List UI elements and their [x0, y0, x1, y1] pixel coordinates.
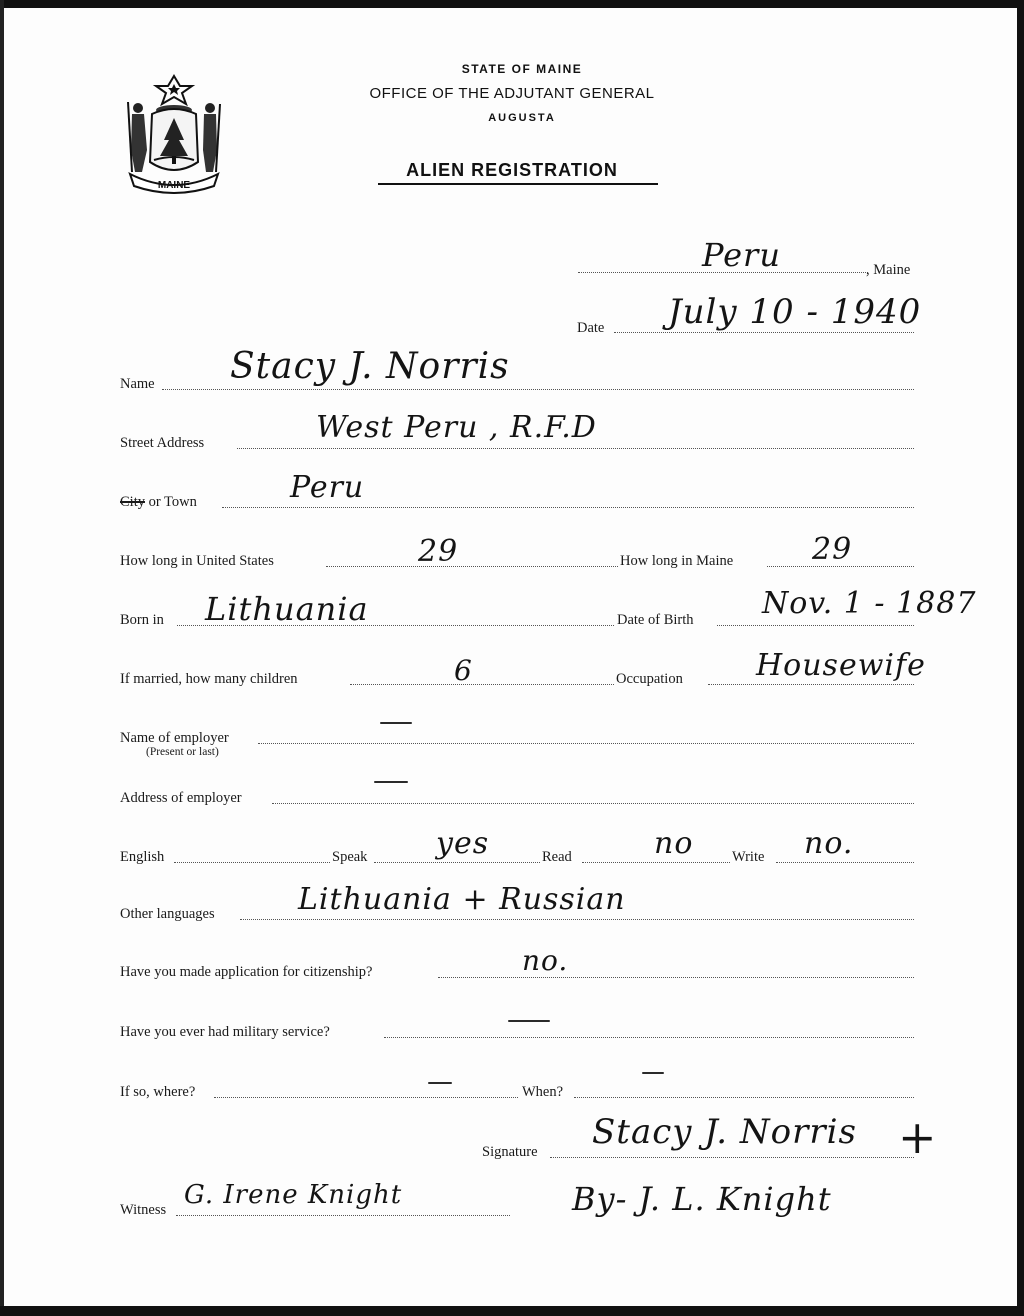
- employer-address-label: Address of employer: [120, 790, 242, 806]
- maine-suffix: , Maine: [866, 262, 911, 278]
- name-label: Name: [120, 376, 155, 392]
- speak-label: Speak: [332, 849, 368, 865]
- occupation-value: Housewife: [756, 648, 926, 683]
- children-label: If married, how many children: [120, 671, 298, 687]
- dob-line: [717, 625, 914, 626]
- employer-dash: [380, 722, 412, 724]
- employer-sublabel: (Present or last): [146, 746, 219, 758]
- occupation-label: Occupation: [616, 671, 683, 687]
- years-maine-value: 29: [812, 532, 853, 567]
- other-languages-line: [240, 919, 914, 920]
- where-line: [214, 1097, 518, 1098]
- witness-value: G. Irene Knight: [184, 1180, 403, 1210]
- speak-line: [374, 862, 540, 863]
- office-heading: OFFICE OF THE ADJUTANT GENERAL: [369, 85, 655, 102]
- years-us-line: [326, 566, 618, 567]
- name-line: [162, 389, 914, 390]
- signature-label: Signature: [482, 1144, 538, 1160]
- children-line: [350, 684, 614, 685]
- military-line: [384, 1037, 914, 1038]
- born-in-value: Lithuania: [205, 590, 369, 628]
- signature-value: Stacy J. Norris: [592, 1112, 857, 1152]
- english-line: [174, 862, 330, 863]
- street-address-label: Street Address: [120, 435, 205, 451]
- other-languages-label: Other languages: [120, 906, 215, 922]
- years-maine-label: How long in Maine: [620, 553, 734, 569]
- dob-label: Date of Birth: [617, 612, 694, 628]
- read-label: Read: [542, 849, 572, 865]
- read-line: [582, 862, 730, 863]
- when-line: [574, 1097, 914, 1098]
- name-value: Stacy J. Norris: [230, 346, 510, 387]
- military-dash: [508, 1020, 550, 1022]
- signature-mark: +: [898, 1110, 938, 1164]
- state-heading: STATE OF MAINE: [461, 62, 583, 76]
- form-title: ALIEN REGISTRATION: [406, 160, 618, 180]
- write-value: no.: [804, 826, 854, 861]
- date-label: Date: [577, 320, 605, 336]
- born-in-label: Born in: [120, 612, 164, 628]
- employer-line: [258, 743, 914, 744]
- when-dash: [642, 1072, 664, 1074]
- svg-text:MAINE: MAINE: [157, 180, 191, 191]
- write-line: [776, 862, 914, 863]
- street-address-line: [237, 448, 914, 449]
- other-languages-value: Lithuania + Russian: [298, 882, 626, 917]
- write-label: Write: [732, 849, 765, 865]
- where-label: If so, where?: [120, 1084, 196, 1100]
- city-town-line: [222, 507, 914, 508]
- signature-line: [550, 1157, 914, 1158]
- date-line: [614, 332, 914, 333]
- citizenship-line: [438, 977, 914, 978]
- scan-edge-right: [1017, 0, 1024, 1316]
- date-value: July 10 - 1940: [668, 292, 922, 332]
- signature-by: By- J. L. Knight: [572, 1180, 832, 1218]
- place-value: Peru: [702, 236, 781, 274]
- dob-value: Nov. 1 - 1887: [762, 586, 977, 621]
- employer-label: Name of employer: [120, 730, 229, 746]
- read-value: no: [654, 826, 694, 861]
- city-town-rest: or Town: [144, 494, 197, 510]
- years-us-value: 29: [418, 534, 459, 569]
- title-underline: [378, 183, 658, 185]
- witness-label: Witness: [120, 1202, 167, 1218]
- city-town-value: Peru: [290, 470, 365, 505]
- english-label: English: [120, 849, 165, 865]
- occupation-line: [708, 684, 914, 685]
- when-label: When?: [522, 1084, 564, 1100]
- speak-value: yes: [436, 826, 490, 861]
- scan-edge-left: [0, 0, 4, 1316]
- citizenship-value: no.: [522, 944, 569, 977]
- employer-address-line: [272, 803, 914, 804]
- children-value: 6: [454, 654, 473, 687]
- military-label: Have you ever had military service?: [120, 1024, 330, 1040]
- citizenship-label: Have you made application for citizenship?: [120, 964, 373, 980]
- employer-address-dash: [374, 781, 408, 783]
- street-address-value: West Peru , R.F.D: [316, 410, 597, 445]
- years-us-label: How long in United States: [120, 553, 274, 569]
- city-heading: AUGUSTA: [488, 112, 556, 124]
- city-struck-word: City: [120, 494, 145, 510]
- city-town-label: [120, 494, 197, 511]
- where-dash: [428, 1082, 452, 1084]
- witness-line: [176, 1215, 510, 1216]
